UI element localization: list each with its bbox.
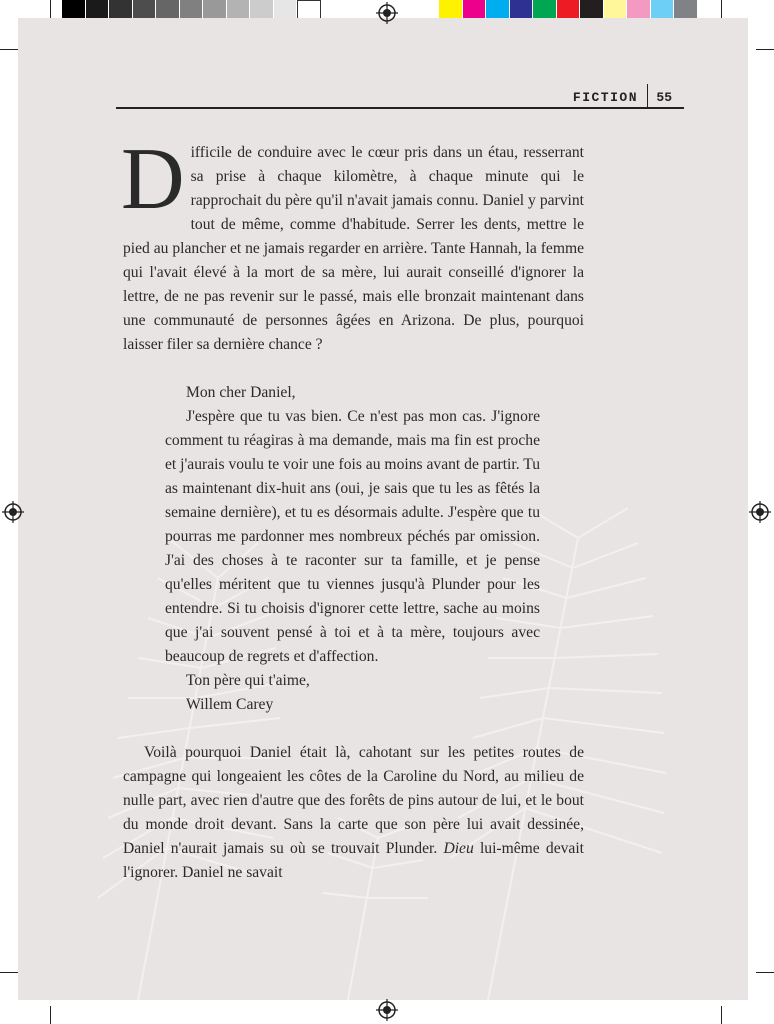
crop-mark bbox=[50, 0, 51, 18]
drop-cap: D bbox=[121, 131, 185, 228]
crop-mark bbox=[0, 972, 18, 973]
crop-mark bbox=[721, 1006, 722, 1024]
crop-mark bbox=[756, 49, 774, 50]
registration-mark-icon bbox=[749, 501, 771, 523]
closing-paragraph-text-end: lui-même devait l'ignorer. Daniel ne savait bbox=[123, 840, 584, 881]
closing-paragraph bbox=[123, 741, 584, 885]
registration-mark-icon bbox=[376, 2, 398, 24]
letter-salutation: Mon cher Daniel, bbox=[186, 384, 296, 401]
book-page bbox=[18, 18, 748, 1000]
page-number: 55 bbox=[656, 90, 672, 105]
crop-mark bbox=[0, 49, 18, 50]
registration-mark-icon bbox=[376, 999, 398, 1021]
opening-paragraph-text: ifficile de conduire avec le cœur pris dans un étau, resserrant sa prise à chaque kilomètre, à chaque minute qui le rapprochait du père qu'il n'avait jamais connu. Daniel y parvint tout de même, comme d'habitude. Serrer les dents, mettre le pied au plancher et ne jamais regarder en arrière. Tante Hannah, la femme qui l'avait élevé à la mort de sa mère, lui aurait conseillé d'ignorer la lettre, de ne pas revenir sur le passé, mais elle bronzait maintenant dans une communauté de personnes âgées en Arizona. De plus, pourquoi laisser filer sa dernière chance ? bbox=[123, 144, 584, 353]
header-rule bbox=[116, 107, 684, 109]
letter-block bbox=[165, 381, 540, 717]
body-text bbox=[121, 131, 584, 885]
header-separator bbox=[647, 84, 648, 108]
opening-paragraph bbox=[121, 131, 584, 357]
closing-paragraph-text: Voilà pourquoi Daniel était là, cahotant sur les petites routes de campagne qui longeaient les côtes de la Caroline du Nord, au milieu de nulle part, avec rien d'autre que des forêts de pins autour de lui, et le bout du monde droit devant. Sans la carte que son père lui avait dessinée, Daniel n'aurait jamais su où se trouvait Plunder. bbox=[123, 744, 584, 857]
emphasis-word: Dieu bbox=[443, 840, 474, 857]
crop-mark bbox=[50, 1006, 51, 1024]
crop-mark bbox=[756, 972, 774, 973]
letter-closing: Ton père qui t'aime, bbox=[186, 672, 310, 689]
letter-signature: Willem Carey bbox=[186, 696, 274, 713]
running-head bbox=[116, 88, 684, 108]
registration-mark-icon bbox=[2, 501, 24, 523]
section-title: FICTION bbox=[572, 90, 638, 105]
letter-body: J'espère que tu vas bien. Ce n'est pas mon cas. J'ignore comment tu réagiras à ma demande, mais ma fin est proche et j'aurais voulu te voir une fois au moins avant de partir. Tu as maintenant dix-huit ans (oui, je sais que tu les as fêtés la semaine dernière), et tu es désormais adulte. J'espère que tu pourras me pardonner mes nombreux péchés par omission. J'ai des choses à te raconter sur ta famille, et je pense qu'elles méritent que tu viennes jusqu'à Plunder pour les entendre. Si tu choisis d'ignorer cette lettre, sache au moins que j'ai souvent pensé à toi et à ta mère, toujours avec beaucoup de regrets et d'affection. bbox=[165, 408, 540, 665]
crop-mark bbox=[721, 0, 722, 18]
